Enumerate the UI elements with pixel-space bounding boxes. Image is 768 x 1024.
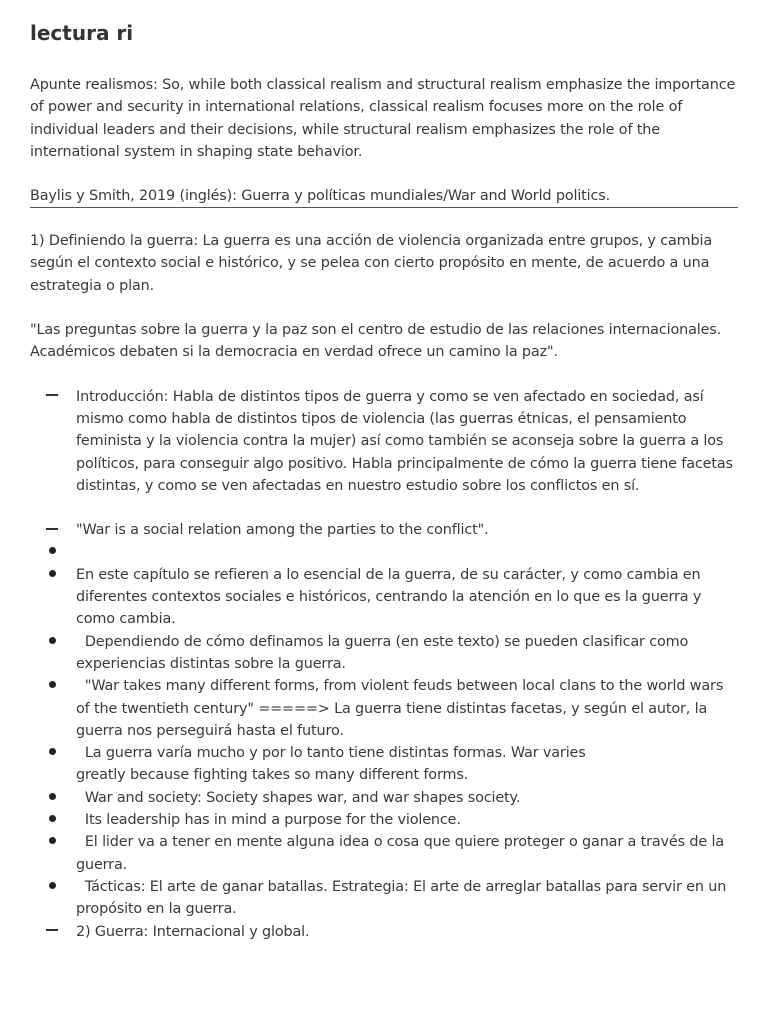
dot-bullet-icon	[45, 809, 59, 831]
list-item-text: El lider va a tener en mente alguna idea o cosa que quiere proteger o ganar a través de la guerra.	[76, 834, 729, 873]
list-item	[30, 386, 738, 497]
dash-bullet-icon	[45, 921, 59, 943]
dot-bullet-icon	[45, 787, 59, 809]
document-title: lectura ri	[30, 21, 134, 45]
reference-heading: Baylis y Smith, 2019 (inglés): Guerra y políticas mundiales/War and World politics.	[30, 185, 738, 208]
dot-bullet-icon	[45, 876, 59, 898]
list-item-text: La guerra varía mucho y por lo tanto tiene distintas formas. War varies greatly because fighting takes so many different forms.	[76, 745, 586, 784]
list-item-text: War and society: Society shapes war, and war shapes society.	[76, 789, 521, 806]
dot-bullet-icon	[45, 675, 59, 697]
dot-bullet-icon	[45, 831, 59, 853]
list-item	[30, 787, 738, 809]
list-item	[30, 876, 738, 921]
notes-list	[30, 386, 738, 943]
definition-paragraph: 1) Definiendo la guerra: La guerra es una acción de violencia organizada entre grupos, y cambia según el contexto social e histórico, y se pelea con cierto propósito en mente, de acuerdo a una estrategia o plan.	[30, 233, 713, 294]
list-item-text: 2) Guerra: Internacional y global.	[76, 923, 310, 940]
intro-paragraph: Apunte realismos: So, while both classical realism and structural realism emphasize the importance of power and security in international relations, classical realism focuses more on the role of individual leaders and their decisions, while structural realism emphasizes the role of the international system in shaping state behavior.	[30, 77, 736, 160]
dot-bullet-icon	[45, 541, 59, 563]
list-item-text: Tácticas: El arte de ganar batallas. Estrategia: El arte de arreglar batallas para servir en un propósito en la guerra.	[76, 878, 731, 918]
list-item	[30, 675, 738, 742]
list-item-text: "War takes many different forms, from violent feuds between local clans to the world wars of the twentieth century" =====> La guerra tiene distintas facetas, y según el autor, la guerra nos perseguirá hasta el futuro.	[76, 678, 728, 739]
list-item	[30, 742, 738, 787]
list-item-text: Dependiendo de cómo definamos la guerra (en este texto) se pueden clasificar como experiencias distintas sobre la guerra.	[76, 633, 693, 672]
list-item	[30, 809, 738, 831]
list-item	[30, 519, 738, 541]
quote-paragraph: "Las preguntas sobre la guerra y la paz son el centro de estudio de las relaciones internacionales. Académicos debaten si la democracia en verdad ofrece un camino la paz".	[30, 322, 722, 361]
list-item-text: "War is a social relation among the parties to the conflict".	[76, 522, 489, 539]
list-item	[30, 921, 738, 943]
list-item	[30, 631, 738, 676]
dot-bullet-icon	[45, 742, 59, 764]
dash-bullet-icon	[45, 386, 59, 408]
list-item	[30, 541, 738, 563]
list-item	[30, 831, 738, 876]
list-item-text: En este capítulo se refieren a lo esencial de la guerra, de su carácter, y como cambia en diferentes contextos sociales e históricos, centrando la atención en lo que es la guerra y como cambia.	[76, 566, 706, 628]
dash-bullet-icon	[45, 519, 59, 541]
dot-bullet-icon	[45, 564, 59, 586]
list-item	[30, 564, 738, 631]
list-item-text: Its leadership has in mind a purpose for the violence.	[76, 812, 461, 829]
list-item-text: Introducción: Habla de distintos tipos de guerra y como se ven afectado en sociedad, así mismo como habla de distintos tipos de violencia (las guerras étnicas, el pensamiento feminista y la violencia contra la mujer) así como también se aconseja sobre la guerra a los políticos, para conseguir algo positivo. Habla principalmente de cómo la guerra tiene facetas distintas, y como se ven afectadas en nuestro estudio sobre los conflictos en sí.	[76, 388, 738, 494]
dot-bullet-icon	[45, 631, 59, 653]
